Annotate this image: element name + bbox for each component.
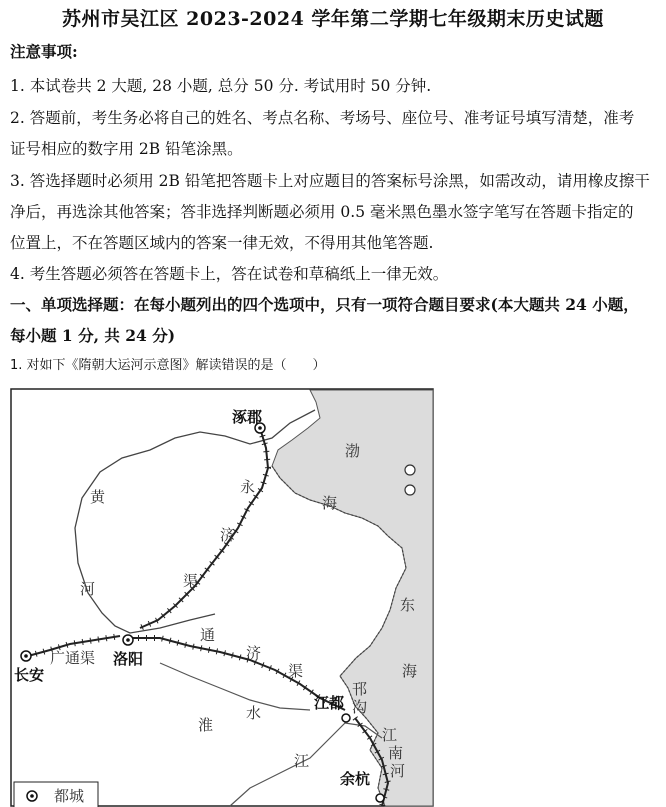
legend-capital-label: 都城	[54, 787, 85, 805]
sea-label-bo: 渤	[345, 442, 361, 460]
canal-label-ji: 济	[220, 526, 236, 544]
canal-label-qu: 渠	[183, 572, 199, 590]
canal-label-tong: 通	[200, 626, 216, 644]
notice-item-2-line-1: 2. 答题前，考生务必将自己的姓名、考点名称、考场号、座位号、准考证号填写清楚，准考	[10, 109, 635, 127]
canal-label-jiangnan-nan: 南	[388, 744, 404, 762]
exam-title: 苏州市吴江区 2023-2024 学年第二学期七年级期末历史试题	[62, 8, 604, 30]
canal-label-guangtong: 广通渠	[50, 649, 96, 667]
canal-label-jiangnan-he: 河	[390, 762, 406, 780]
section-1-heading-line-2: 每小题 1 分, 共 24 分)	[10, 326, 176, 345]
canal-label-han: 邗	[352, 680, 368, 698]
city-luoyang: 洛阳	[113, 650, 144, 668]
question-1-stem: 1. 对如下《隋朝大运河示意图》解读错误的是（ ）	[10, 358, 326, 373]
sea-label-hai-2: 海	[402, 662, 418, 680]
city-jiangdu: 江都	[314, 694, 345, 712]
notice-item-1: 1. 本试卷共 2 大题, 28 小题, 总分 50 分. 考试用时 50 分钟.	[10, 77, 432, 95]
section-1-heading-line-1: 一、单项选择题：在每小题列出的四个选项中，只有一项符合题目要求(本大题共 24 小题，	[10, 295, 639, 314]
river-label-huang: 黄	[90, 488, 106, 506]
river-label-shui: 水	[246, 704, 262, 722]
river-label-jiang: 江	[294, 752, 310, 770]
grand-canal-map	[10, 388, 434, 807]
notice-item-2-line-2: 证号相应的数字用 2B 铅笔涂黑。	[10, 140, 243, 158]
notice-item-3-line-3: 位置上，不在答题区域内的答案一律无效，不得用其他笔答题.	[10, 234, 434, 252]
canal-label-tongji-qu: 渠	[288, 662, 304, 680]
river-label-huai: 淮	[198, 716, 214, 734]
canal-label-yong: 永	[240, 478, 256, 496]
city-changan: 长安	[14, 666, 45, 684]
canal-label-tongji-ji: 济	[246, 644, 262, 662]
city-zhuojun: 涿郡	[232, 408, 263, 426]
city-yuhang: 余杭	[340, 770, 371, 788]
canal-label-jiangnan-jiang: 江	[382, 726, 398, 744]
sea-label-hai-1: 海	[322, 494, 338, 512]
notice-item-4: 4. 考生答题必须答在答题卡上，答在试卷和草稿纸上一律无效。	[10, 265, 449, 283]
river-label-he: 河	[80, 580, 96, 598]
notice-item-3-line-1: 3. 答选择题时必须用 2B 铅笔把答题卡上对应题目的答案标号涂黑，如需改动，请用橡皮擦干	[10, 172, 650, 190]
sea-label-dong: 东	[400, 596, 416, 614]
notice-item-3-line-2: 净后，再选涂其他答案；答非选择判断题必须用 0.5 毫米黑色墨水签字笔写在答题卡指定的	[10, 203, 634, 221]
notice-heading: 注意事项:	[10, 42, 78, 61]
canal-label-gou: 沟	[352, 698, 368, 716]
